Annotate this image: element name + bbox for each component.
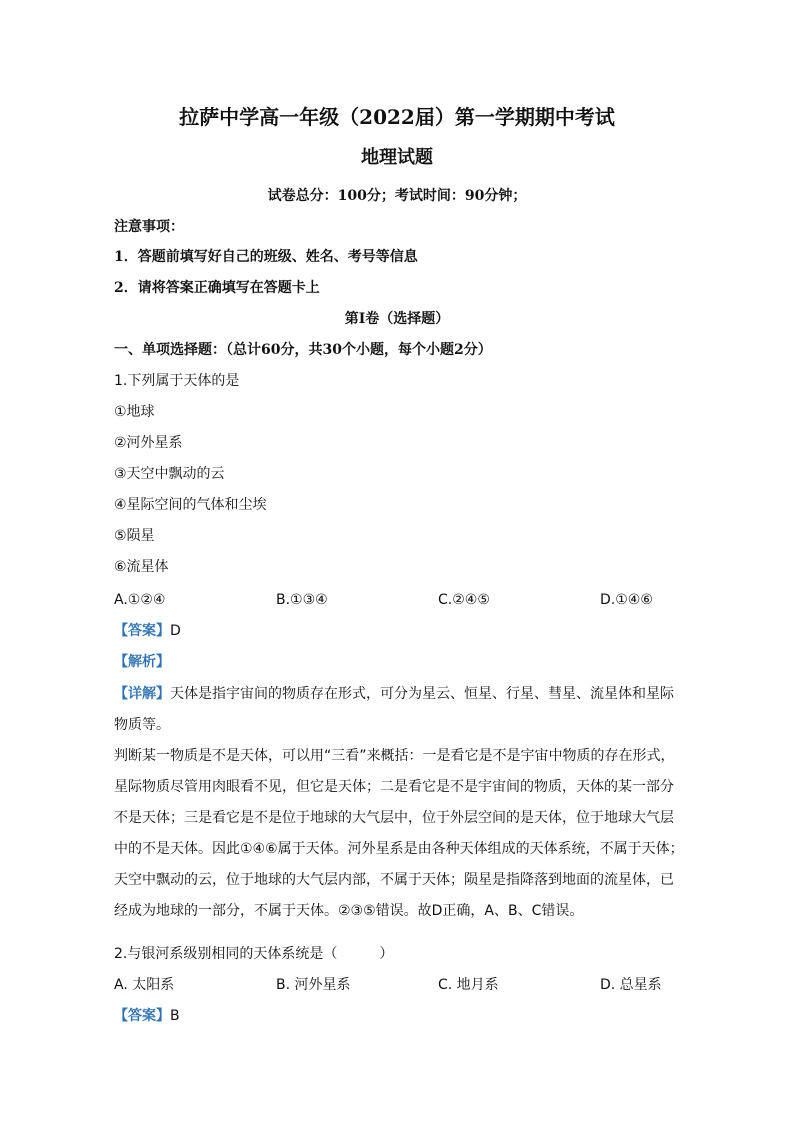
question-1-detail-line: 中的不是天体。因此①④⑥属于天体。河外星系是由各种天体组成的天体系统，不属于天体；: [114, 841, 684, 857]
question-1-answer: [114, 621, 181, 641]
question-1-item: ⑤陨星: [114, 528, 155, 544]
page-title: 拉萨中学高一年级（2022届）第一学期期中考试: [179, 105, 615, 129]
exam-info: 试卷总分：100分；考试时间：90分钟；: [267, 188, 527, 204]
question-1-stem: 1.下列属于天体的是: [114, 373, 240, 389]
question-1-detail-line: 星际物质尽管用肉眼看不见，但它是天体；二是看它是不是宇宙间的物质，天体的某一部分: [114, 779, 674, 795]
volume-title: 第I卷（选择题）: [344, 311, 450, 327]
note-item: 1．答题前填写好自己的班级、姓名、考号等信息: [114, 249, 418, 265]
part-title: 一、单项选择题：（总计60分，共30个小题，每个小题2分）: [114, 342, 492, 358]
question-1-option-a: A.①②④: [114, 592, 166, 608]
question-1-detail-line: [114, 684, 674, 704]
question-1-detail-line: 天空中飘动的云，位于地球的大气层内部，不属于天体；陨星是指降落到地面的流星体，已: [114, 872, 674, 888]
question-2-option-c: C. 地月系: [438, 977, 499, 993]
question-1-item: ④星际空间的气体和尘埃: [114, 497, 267, 513]
note-item: 2．请将答案正确填写在答题卡上: [114, 280, 320, 296]
question-1-option-c: C.②④⑤: [438, 592, 490, 608]
question-2-option-d: D. 总星系: [600, 977, 662, 993]
answer-value: B: [170, 1008, 180, 1024]
page-subtitle: 地理试题: [361, 147, 433, 168]
question-1-detail-line: 物质等。: [114, 717, 170, 733]
question-1-item: ②河外星系: [114, 435, 183, 451]
question-2-option-a: A. 太阳系: [114, 977, 175, 993]
question-1-detail-line: 判断某一物质是不是天体，可以用“三看”来概括：一是看它是不是宇宙中物质的存在形式，: [114, 748, 675, 764]
question-2-answer: [114, 1006, 180, 1026]
answer-label: 【答案】: [114, 623, 170, 639]
detail-label: 【详解】: [114, 686, 170, 702]
answer-value: D: [170, 623, 181, 639]
notes-heading: 注意事项：: [114, 219, 184, 235]
question-1-detail-line: 不是天体；三是看它是不是位于地球的大气层中，位于外层空间的是天体，位于地球大气层: [114, 810, 674, 826]
question-1-detail-line: 经成为地球的一部分，不属于天体。②③⑤错误。故D正确，A、B、C错误。: [114, 903, 584, 919]
answer-label: 【答案】: [114, 1008, 170, 1024]
question-1-analysis: [114, 652, 170, 672]
question-1-item: ③天空中飘动的云: [114, 466, 225, 482]
question-1-item: ⑥流星体: [114, 559, 169, 575]
question-2-stem: 2.与银河系级别相同的天体系统是（ ）: [114, 946, 394, 962]
question-1-item: ①地球: [114, 404, 155, 420]
detail-text: 天体是指宇宙间的物质存在形式，可分为星云、恒星、行星、彗星、流星体和星际: [170, 686, 674, 702]
question-1-option-d: D.①④⑥: [600, 592, 653, 608]
question-2-option-b: B. 河外星系: [276, 977, 351, 993]
question-1-option-b: B.①③④: [276, 592, 328, 608]
analysis-label: 【解析】: [114, 654, 170, 670]
